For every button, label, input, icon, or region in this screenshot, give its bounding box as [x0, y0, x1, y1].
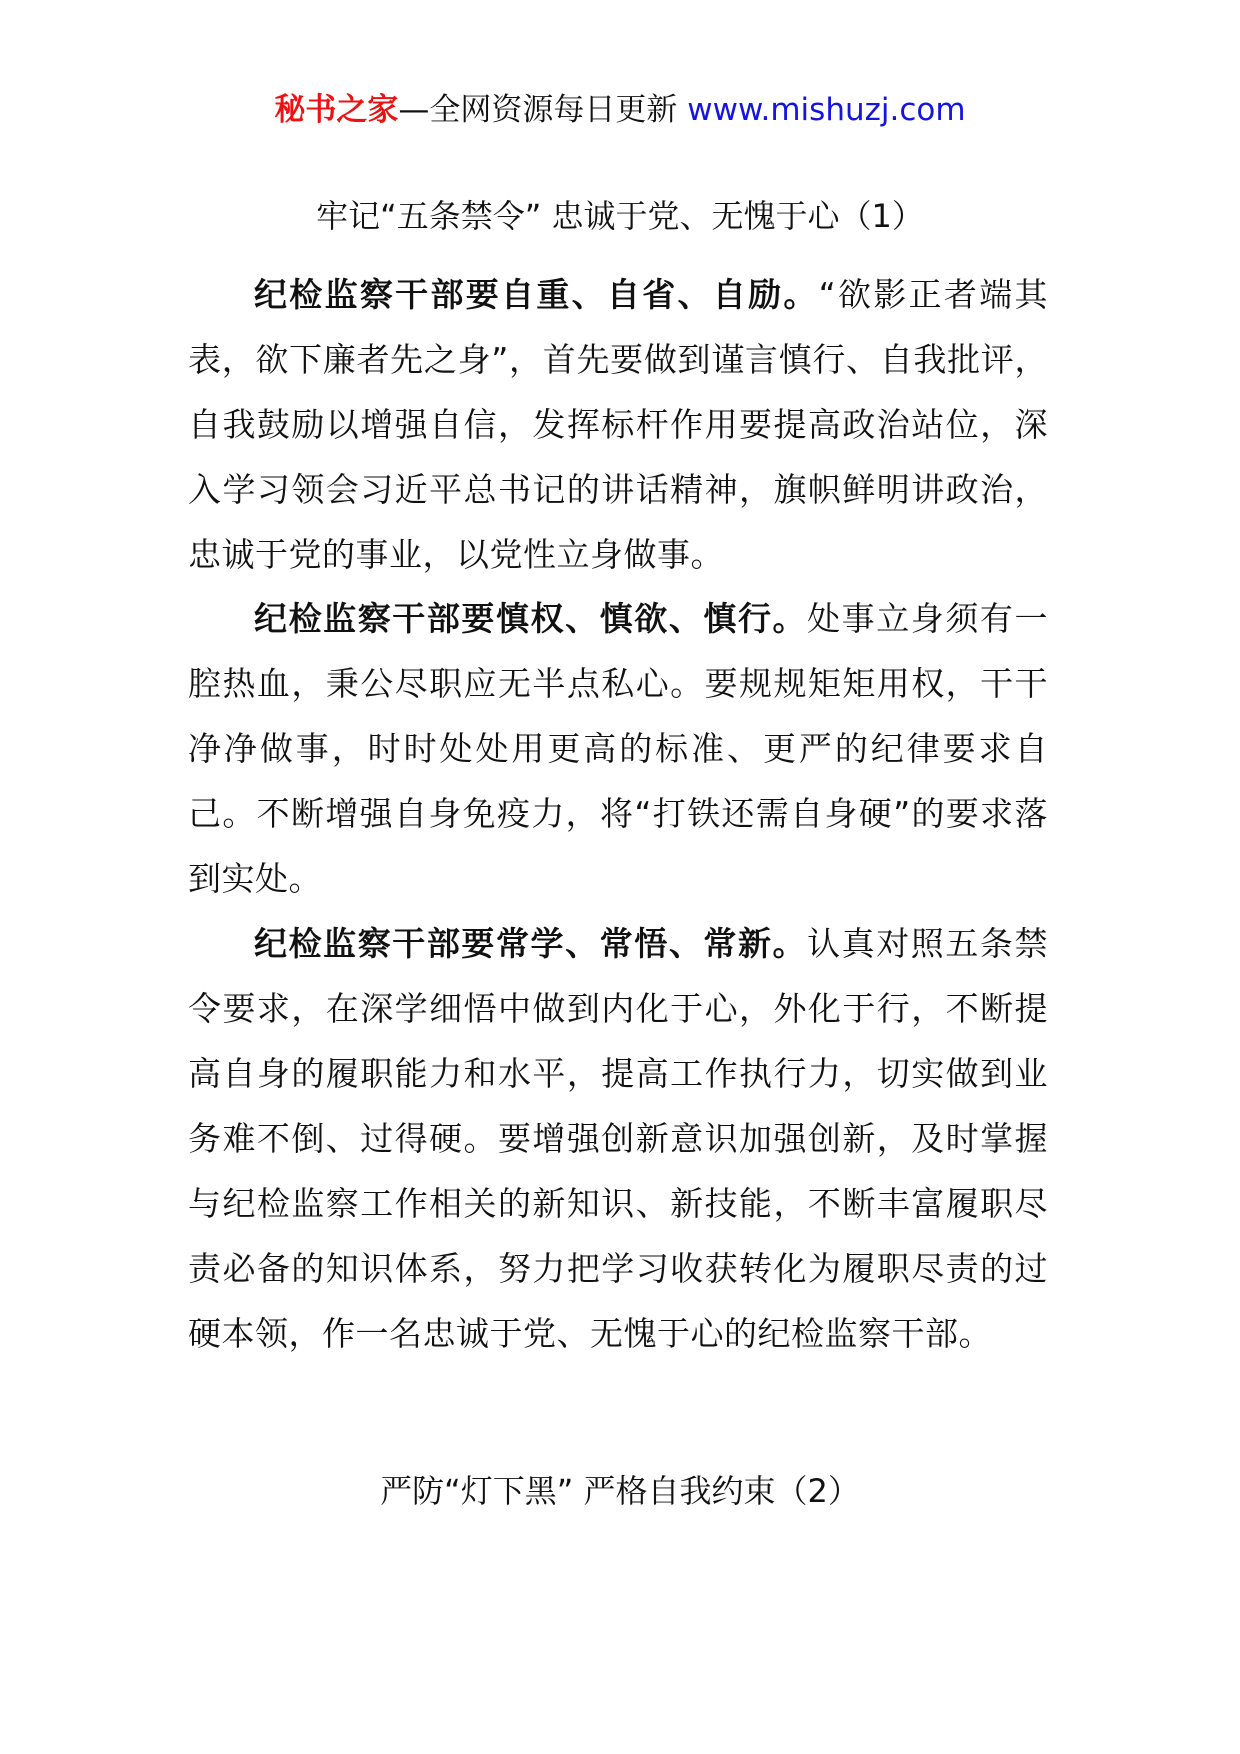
paragraph-2-lead: 纪检监察干部要慎权、慎欲、慎行。 [254, 599, 808, 638]
paragraph-3-body: 认真对照五条禁令要求，在深学细悟中做到内化于心，外化于行，不断提高自身的履职能力和水平，提高工作执行力，切实做到业务难不倒、过得硬。要增强创新意识加强创新，及时掌握与纪检监察工作相关的新知识、新技能，不断丰富履职尽责必备的知识体系，努力把学习收获转化为履职尽责的过硬本领，作一名忠诚于党、无愧于心的纪检监察干部。 [188, 924, 1049, 1353]
paragraph-1-body: “欲影正者端其表，欲下廉者先之身”，首先要做到谨言慎行、自我批评，自我鼓励以增强自信，发挥标杆作用要提高政治站位，深入学习领会习近平总书记的讲话精神，旗帜鲜明讲政治，忠诚于党的事业，以党性立身做事。 [188, 275, 1048, 574]
paragraph-1-lead: 纪检监察干部要自重、自省、自励。 [254, 275, 819, 314]
paragraph-3-lead: 纪检监察干部要常学、常悟、常新。 [254, 924, 808, 963]
section-title-1: 牢记“五条禁令” 忠诚于党、无愧于心（1） [316, 197, 924, 235]
site-url-link[interactable]: www.mishuzj.com [687, 92, 966, 128]
section-title-2: 严防“灯下黑” 严格自我约束（2） [380, 1472, 860, 1510]
brand-name: 秘书之家 [274, 92, 399, 128]
paragraph-1 [188, 262, 1048, 587]
site-tagline: —全网资源每日更新 [398, 92, 688, 128]
paragraph-3 [188, 911, 1048, 1366]
paragraph-2 [188, 586, 1048, 911]
paragraph-2-body: 处事立身须有一腔热血，秉公尽职应无半点私心。要规规矩矩用权，干干净净做事，时时处处用更高的标准、更严的纪律要求自己。不断增强自身免疫力，将“打铁还需自身硬”的要求落到实处。 [188, 599, 1049, 898]
site-header [0, 84, 1240, 136]
